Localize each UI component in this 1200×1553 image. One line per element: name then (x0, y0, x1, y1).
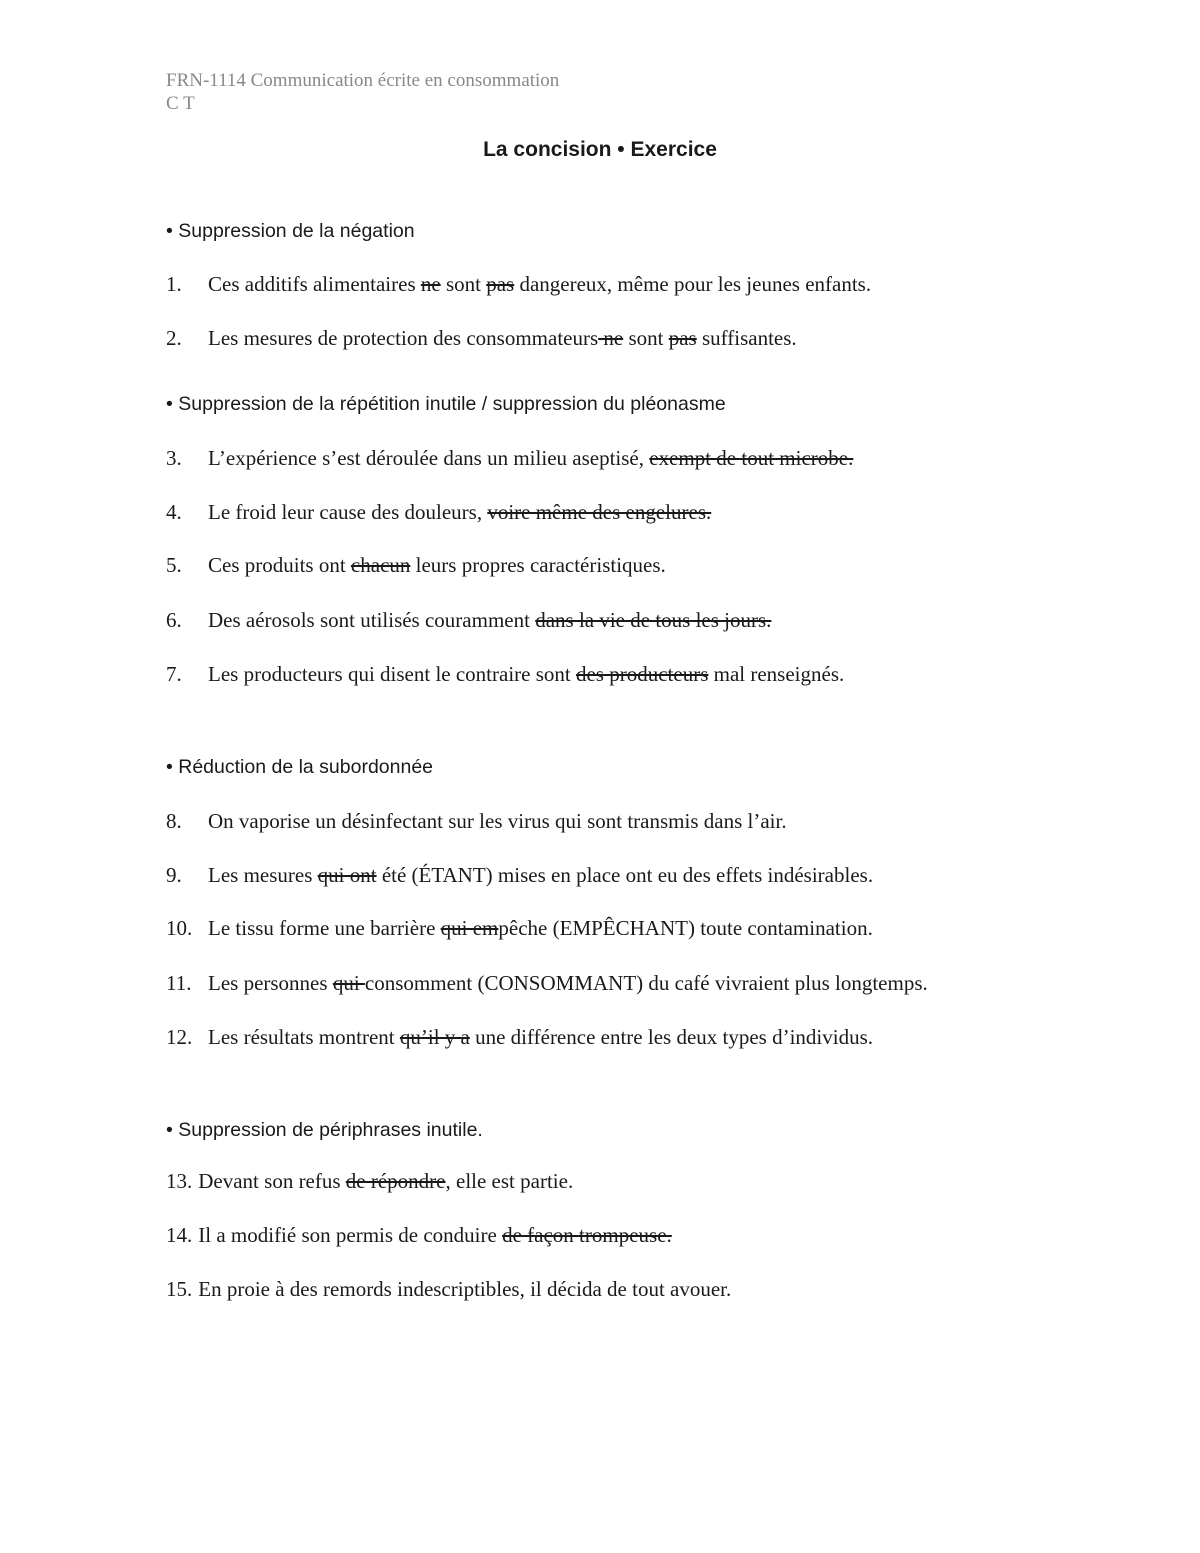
struck-text: qui (332, 971, 365, 995)
item-number: 12. (166, 1025, 193, 1049)
sentence-text: mal renseignés. (708, 662, 845, 686)
item-sentence (208, 326, 797, 350)
item-number: 8. (166, 809, 182, 833)
exercise-item-12 (166, 1025, 873, 1050)
exercise-item-14 (166, 1223, 672, 1248)
item-sentence (198, 1277, 731, 1301)
item-number: 4. (166, 500, 182, 524)
struck-text: qui ont (317, 863, 377, 887)
item-number: 2. (166, 326, 182, 350)
exercise-item-6 (166, 608, 771, 633)
item-sentence (208, 809, 787, 833)
item-number: 1. (166, 272, 182, 296)
struck-text: ne (420, 272, 441, 296)
sentence-text: , elle est partie. (445, 1169, 574, 1193)
section-heading-subordinate: • Réduction de la subordonnée (166, 756, 434, 778)
document-header (166, 69, 559, 115)
exercise-item-13 (166, 1169, 573, 1194)
struck-text: pas (486, 272, 515, 296)
struck-text: de façon trompeuse. (502, 1223, 672, 1247)
sentence-text: dangereux, même pour les jeunes enfants. (514, 272, 872, 296)
sentence-text: suffisantes. (696, 326, 797, 350)
item-number: 14. (166, 1223, 193, 1247)
exercise-item-5 (166, 553, 666, 578)
sentence-text: Les personnes (208, 971, 333, 995)
sentence-text: En proie à des remords indescriptibles, il décida de tout avouer. (198, 1277, 732, 1301)
item-sentence (198, 1223, 672, 1247)
item-number: 13. (166, 1169, 193, 1193)
author-initials: C T (166, 93, 195, 114)
struck-text: ne (598, 326, 624, 350)
sentence-text: Devant son refus (198, 1169, 346, 1193)
sentence-text: Le tissu forme une barrière (208, 916, 441, 940)
exercise-item-9 (166, 863, 873, 888)
struck-text: dans la vie de tous les jours. (535, 608, 772, 632)
item-sentence (208, 272, 871, 296)
struck-text: exempt de tout microbe. (649, 446, 854, 470)
sentence-text: Ces produits ont (208, 553, 351, 577)
sentence-text: pêche (EMPÊCHANT) toute contamination. (498, 916, 873, 940)
item-sentence (208, 916, 873, 940)
sentence-text: Ces additifs alimentaires (208, 272, 421, 296)
sentence-text: On vaporise un désinfectant sur les virus qui sont transmis dans l’air. (208, 809, 787, 833)
sentence-text: Les résultats montrent (208, 1025, 400, 1049)
struck-text: de répondre (345, 1169, 446, 1193)
sentence-text: leurs propres caractéristiques. (410, 553, 666, 577)
item-sentence (208, 863, 873, 887)
item-sentence (208, 500, 711, 524)
struck-text: voire même des engelures. (487, 500, 712, 524)
item-number: 9. (166, 863, 182, 887)
item-number: 7. (166, 662, 182, 686)
struck-text: qu’il y a (399, 1025, 470, 1049)
sentence-text: Les mesures (208, 863, 318, 887)
exercise-item-3 (166, 446, 853, 471)
struck-text: des producteurs (575, 662, 709, 686)
exercise-item-4 (166, 500, 711, 525)
item-sentence (208, 553, 666, 577)
sentence-text: L’expérience s’est déroulée dans un milieu aseptisé, (208, 446, 650, 470)
sentence-text: Des aérosols sont utilisés couramment (208, 608, 536, 632)
page-title: La concision • Exercice (483, 138, 717, 161)
section-heading-repetition: • Suppression de la répétition inutile / suppression du pléonasme (166, 393, 726, 415)
item-number: 3. (166, 446, 182, 470)
sentence-text: Le froid leur cause des douleurs, (208, 500, 488, 524)
sentence-text: Il a modifié son permis de conduire (198, 1223, 503, 1247)
sentence-text: sont (440, 272, 487, 296)
item-sentence (198, 1169, 573, 1193)
item-sentence (208, 608, 771, 632)
struck-text: pas (668, 326, 697, 350)
sentence-text: été (ÉTANT) mises en place ont eu des effets indésirables. (376, 863, 874, 887)
item-number: 5. (166, 553, 182, 577)
item-number: 6. (166, 608, 182, 632)
sentence-text: consomment (CONSOMMANT) du café vivraient plus longtemps. (364, 971, 928, 995)
item-sentence (208, 446, 853, 470)
item-number: 11. (166, 971, 192, 995)
exercise-item-1 (166, 272, 871, 297)
item-number: 15. (166, 1277, 193, 1301)
exercise-item-11 (166, 971, 928, 996)
item-number: 10. (166, 916, 193, 940)
exercise-item-10 (166, 916, 873, 941)
exercise-item-15 (166, 1277, 731, 1302)
item-sentence (208, 971, 928, 995)
sentence-text: une différence entre les deux types d’individus. (469, 1025, 874, 1049)
item-sentence (208, 1025, 873, 1049)
struck-text: qui em (440, 916, 499, 940)
exercise-item-2 (166, 326, 797, 351)
exercise-item-8 (166, 809, 787, 834)
sentence-text: Les producteurs qui disent le contraire sont (208, 662, 576, 686)
section-heading-negation: • Suppression de la négation (166, 220, 415, 242)
course-title: FRN-1114 Communication écrite en consommation (166, 70, 560, 91)
struck-text: chacun (350, 553, 411, 577)
sentence-text: Les mesures de protection des consommateurs (208, 326, 599, 350)
exercise-item-7 (166, 662, 844, 687)
sentence-text: sont (623, 326, 669, 350)
section-heading-periphrasis: • Suppression de périphrases inutile. (166, 1119, 483, 1141)
item-sentence (208, 662, 844, 686)
